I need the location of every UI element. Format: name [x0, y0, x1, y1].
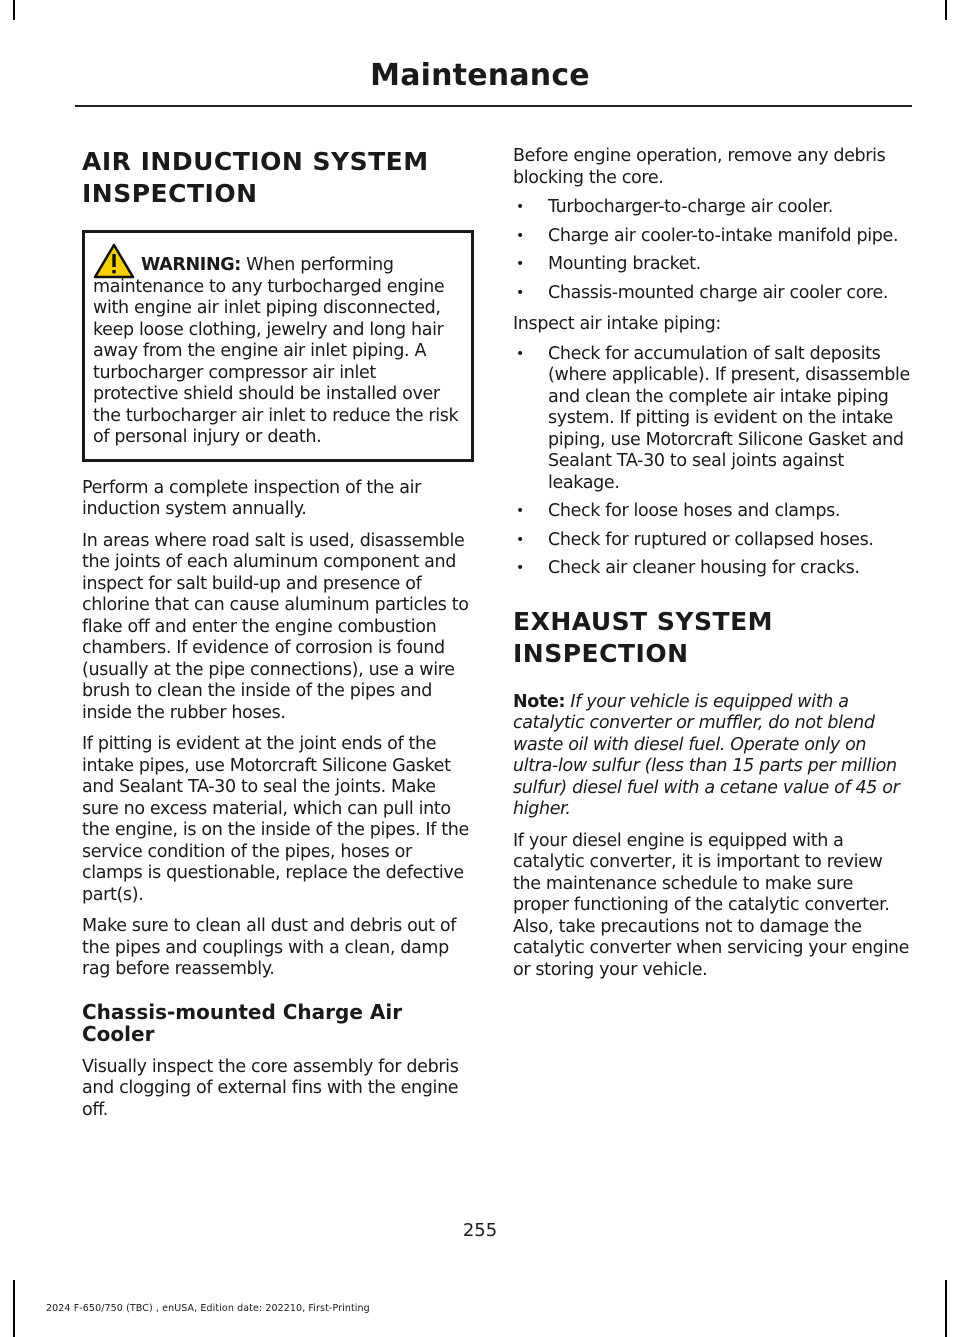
- air-induction-section-title: [82, 146, 474, 210]
- left-column: [82, 146, 474, 1131]
- page-number: 255: [462, 1220, 498, 1241]
- right-column: [513, 146, 911, 991]
- bullet-list: [513, 197, 911, 304]
- list-item: • Mounting bracket.: [513, 254, 911, 276]
- section-title-line: EXHAUST SYSTEM: [513, 606, 774, 636]
- crop-mark-top-right: [945, 0, 947, 20]
- list-item: • Turbocharger-to-charge air cooler.: [513, 197, 911, 219]
- list-item: • Check for ruptured or collapsed hoses.: [513, 530, 911, 552]
- warning-text: [93, 255, 463, 449]
- section-title-line: AIR INDUCTION SYSTEM: [82, 147, 429, 176]
- section-title-line: INSPECTION: [513, 638, 689, 668]
- warning-label: WARNING:: [141, 255, 241, 275]
- crop-mark-bottom-right: [945, 1280, 947, 1337]
- footer-edition-text: 2024 F-650/750 (TBC) , enUSA, Edition date: 202210, First-Printing: [46, 1303, 370, 1314]
- note-label: Note:: [513, 691, 566, 712]
- paragraph: If your diesel engine is equipped with a catalytic converter, it is important to review the maintenance schedule to make sure proper functioning of the catalytic converter. Also, take precautions not to damage the catalytic converter when servicing your engine or storing your vehicle.: [513, 830, 910, 980]
- warning-triangle-icon: [93, 243, 135, 279]
- paragraph: Make sure to clean all dust and debris out of the pipes and couplings with a clean, damp rag before reassembly.: [82, 916, 457, 979]
- paragraph: If pitting is evident at the joint ends of the intake pipes, use Motorcraft Silicone Gasket and Sealant TA-30 to seal the joints. Make sure no excess material, which can pull into the engine, is on the inside of the pipes. If the service condition of the pipes, hoses or clamps is questionable, replace the defective part(s).: [82, 734, 469, 905]
- paragraph: Inspect air intake piping:: [513, 314, 721, 334]
- page-header-title: Maintenance: [370, 58, 590, 93]
- paragraph: In areas where road salt is used, disassemble the joints of each aluminum component and inspect for salt build-up and presence of chlorine that can cause aluminum particles to flake off and enter the engine combustion chambers. If evidence of corrosion is found (usually at the pipe connections), use a wire brush to clean the inside of the pipes and inside the rubber hoses.: [82, 530, 469, 723]
- bullet-list: [513, 344, 911, 580]
- paragraph: Before engine operation, remove any debris blocking the core.: [513, 146, 886, 188]
- list-item: • Check for accumulation of salt deposits (where applicable). If present, disassemble and clean the complete air intake piping system. If pitting is evident on the intake piping, use Motorcraft Silicone Gasket and Sealant TA-30 to seal joints against leakage.: [513, 344, 911, 495]
- charge-air-cooler-subheading: Chassis-mounted Charge Air Cooler: [82, 999, 403, 1046]
- crop-mark-top-left: [13, 0, 15, 20]
- note-text: If your vehicle is equipped with a catalytic converter or muffler, do not blend waste oil with diesel fuel. Operate only on ultra-low sulfur (less than 15 parts per million sulfur) diesel fuel with a cetane value of 45 or higher.: [513, 691, 900, 819]
- exhaust-section-title: [513, 606, 911, 670]
- note: [513, 692, 911, 821]
- list-item: • Charge air cooler-to-intake manifold pipe.: [513, 226, 911, 248]
- warning-body: When performing maintenance to any turbocharged engine with engine air inlet piping disconnected, keep loose clothing, jewelry and long hair away from the engine air inlet piping. A turbocharger compressor air inlet protective shield should be installed over the turbocharger air inlet to reduce the risk of personal injury or death.: [93, 255, 459, 447]
- header-divider: [75, 105, 912, 107]
- section-title-line: INSPECTION: [82, 179, 258, 208]
- crop-mark-bottom-left: [13, 1280, 15, 1337]
- list-item: • Check air cleaner housing for cracks.: [513, 558, 911, 580]
- list-item: • Check for loose hoses and clamps.: [513, 501, 911, 523]
- paragraph: Perform a complete inspection of the air induction system annually.: [82, 477, 421, 519]
- warning-box: [82, 230, 474, 462]
- paragraph: Visually inspect the core assembly for debris and clogging of external fins with the engine off.: [82, 1056, 459, 1120]
- list-item: • Chassis-mounted charge air cooler core.: [513, 283, 911, 305]
